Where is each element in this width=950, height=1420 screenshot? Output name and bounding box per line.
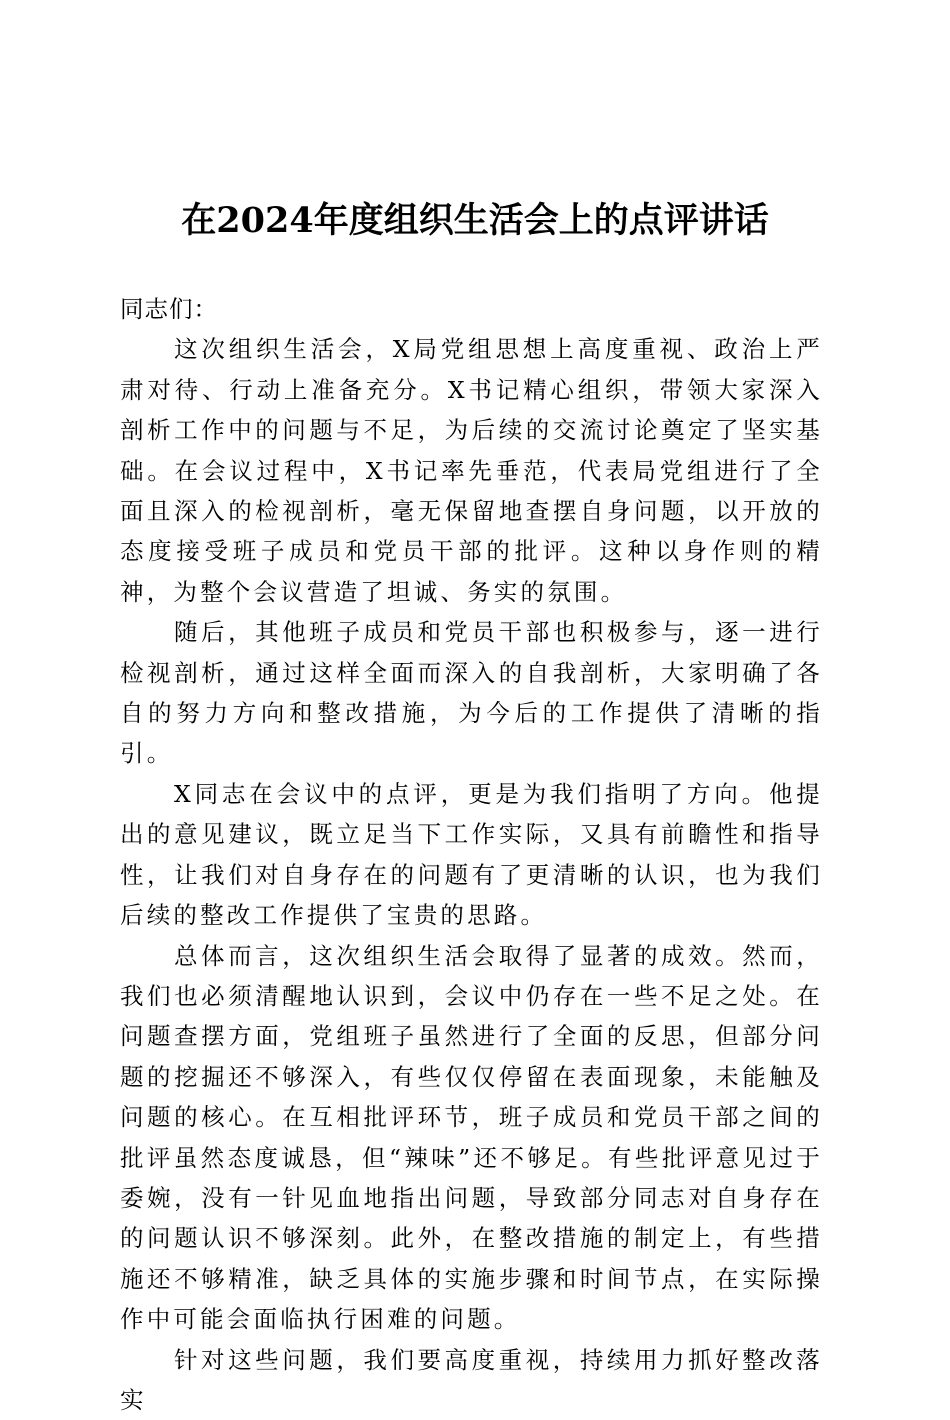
paragraph-5: 针对这些问题，我们要高度重视，持续用力抓好整改落实 — [120, 1345, 823, 1414]
document-body — [120, 289, 823, 1420]
paragraph-3: X同志在会议中的点评，更是为我们指明了方向。他提出的意见建议，既立足当下工作实际，又具有前瞻性和指导性，让我们对自身存在的问题有了更清晰的认识，也为我们后续的整改工作提供了宝贵的思路。 — [120, 779, 823, 930]
paragraph-4: 总体而言，这次组织生活会取得了显著的成效。然而，我们也必须清醒地认识到，会议中仍存在一些不足之处。在问题查摆方面，党组班子虽然进行了全面的反思，但部分问题的挖掘还不够深入，有些仅仅停留在表面现象，未能触及问题的核心。在互相批评环节，班子成员和党员干部之间的批评虽然态度诚恳，但“辣味”还不够足。有些批评意见过于委婉，没有一针见血地指出问题，导致部分同志对自身存在的问题认识不够深刻。此外，在整改措施的制定上，有些措施还不够精准，缺乏具体的实施步骤和时间节点，在实际操作中可能会面临执行困难的问题。 — [120, 941, 823, 1334]
salutation: 同志们： — [120, 295, 218, 323]
paragraph-1: 这次组织生活会，X局党组思想上高度重视、政治上严肃对待、行动上准备充分。X书记精心组织，带领大家深入剖析工作中的问题与不足，为后续的交流讨论奠定了坚实基础。在会议过程中，X书记率先垂范，代表局党组进行了全面且深入的检视剖析，毫无保留地查摆自身问题，以开放的态度接受班子成员和党员干部的批评。这种以身作则的精神，为整个会议营造了坦诚、务实的氛围。 — [120, 335, 823, 606]
paragraph-2: 随后，其他班子成员和党员干部也积极参与，逐一进行检视剖析，通过这样全面而深入的自我剖析，大家明确了各自的努力方向和整改措施，为今后的工作提供了清晰的指引。 — [120, 618, 823, 768]
document-title: 在2024年度组织生活会上的点评讲话 — [181, 200, 769, 241]
